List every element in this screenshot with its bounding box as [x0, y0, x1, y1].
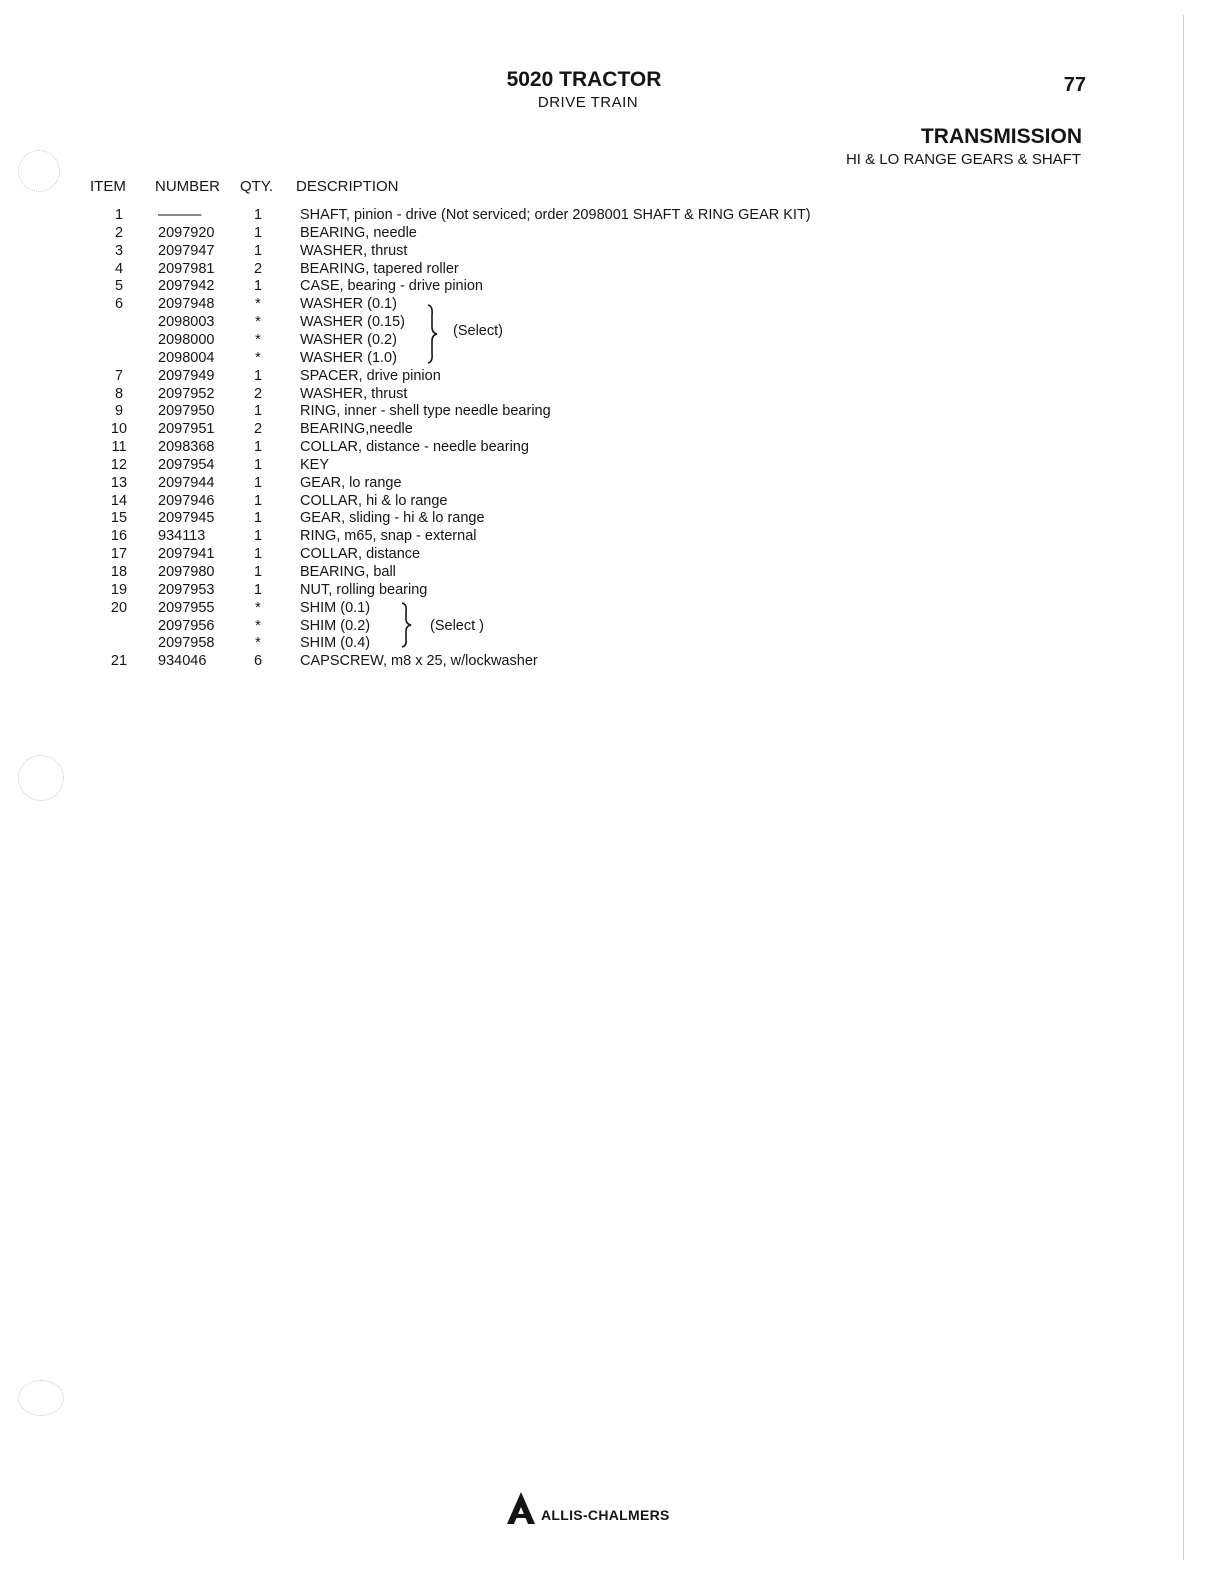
- qty-cell: 1: [253, 224, 263, 241]
- table-row: [0, 296, 1224, 314]
- table-row: [0, 457, 1224, 475]
- table-row: [0, 314, 1224, 332]
- table-row: [0, 403, 1224, 421]
- table-row: [0, 350, 1224, 368]
- description-cell: WASHER, thrust: [300, 242, 408, 259]
- part-number-cell: 2097920: [158, 224, 215, 241]
- page-number: 77: [1063, 74, 1086, 96]
- item-cell: 9: [114, 403, 124, 420]
- table-row: [0, 368, 1224, 386]
- qty-cell: 6: [253, 653, 263, 670]
- part-number-cell: 2097956: [158, 617, 215, 634]
- select-note: (Select): [453, 323, 503, 339]
- part-number-cell: 2097944: [158, 474, 215, 491]
- description-cell: RING, inner - shell type needle bearing: [300, 403, 551, 420]
- table-row: [0, 261, 1224, 279]
- select-brace: [398, 601, 414, 649]
- table-row: [0, 439, 1224, 457]
- select-brace: [424, 303, 440, 365]
- item-cell: 7: [114, 367, 124, 384]
- description-cell: BEARING, tapered roller: [300, 260, 459, 277]
- section-subtitle: HI & LO RANGE GEARS & SHAFT: [845, 151, 1081, 168]
- part-number-cell: 2097951: [158, 421, 215, 438]
- description-cell: SHIM (0.1): [300, 599, 371, 616]
- description-cell: CASE, bearing - drive pinion: [300, 278, 483, 295]
- table-row: [0, 278, 1224, 296]
- part-number-cell: 2097954: [158, 456, 215, 473]
- description-cell: GEAR, sliding - hi & lo range: [300, 510, 485, 527]
- part-number-cell: 2097946: [158, 492, 215, 509]
- footer-brand: ALLIS-CHALMERS: [541, 1507, 670, 1523]
- qty-cell: 1: [253, 242, 263, 259]
- description-cell: SHIM (0.2): [300, 617, 371, 634]
- item-cell: 18: [110, 564, 128, 580]
- description-cell: WASHER (0.1): [300, 296, 397, 313]
- part-number-cell: 934046: [158, 653, 207, 670]
- select-note: (Select ): [430, 618, 484, 634]
- table-row: [0, 243, 1224, 261]
- qty-cell: 1: [253, 510, 263, 527]
- part-number-cell: 2097958: [158, 635, 215, 652]
- qty-cell: 1: [253, 278, 263, 295]
- description-cell: WASHER (0.15): [300, 314, 406, 331]
- table-row: [0, 332, 1224, 350]
- description-cell: WASHER (0.2): [300, 331, 397, 348]
- part-number-cell: 2097942: [158, 278, 215, 295]
- document-title: 5020 TRACTOR: [506, 68, 662, 91]
- table-row: [0, 207, 1224, 225]
- column-header-item: ITEM: [90, 178, 126, 195]
- item-cell: 1: [114, 207, 124, 223]
- qty-cell: *: [255, 296, 261, 313]
- footer-logo: [505, 1490, 670, 1531]
- item-cell: 11: [111, 439, 127, 456]
- table-row: [0, 653, 1224, 671]
- qty-cell: 1: [253, 492, 263, 509]
- allis-chalmers-logo-icon: [505, 1490, 537, 1526]
- item-cell: 3: [114, 242, 124, 259]
- column-header-description: DESCRIPTION: [296, 178, 399, 195]
- qty-cell: *: [255, 331, 261, 348]
- qty-cell: 2: [253, 260, 263, 277]
- item-cell: 20: [110, 599, 128, 616]
- part-number-cell: 2097953: [158, 581, 215, 598]
- table-row: [0, 546, 1224, 564]
- qty-cell: 1: [253, 439, 263, 456]
- item-cell: 19: [110, 581, 128, 598]
- item-cell: 5: [114, 278, 124, 295]
- qty-cell: 1: [253, 564, 263, 580]
- table-row: [0, 564, 1224, 582]
- qty-cell: *: [255, 349, 261, 366]
- section-title: TRANSMISSION: [920, 125, 1082, 148]
- table-row: [0, 475, 1224, 493]
- qty-cell: 1: [253, 581, 263, 598]
- part-number-cell: 2097952: [158, 385, 215, 402]
- part-number-cell: 2097947: [158, 242, 215, 259]
- table-row: [0, 618, 1224, 636]
- qty-cell: 2: [253, 421, 263, 438]
- column-header-qty: QTY.: [240, 178, 274, 195]
- qty-cell: 2: [253, 385, 263, 402]
- table-row: [0, 582, 1224, 600]
- description-cell: BEARING, needle: [300, 224, 417, 241]
- description-cell: COLLAR, distance: [300, 546, 421, 563]
- item-cell: 4: [114, 260, 124, 277]
- item-cell: 21: [110, 653, 128, 670]
- part-number-cell: 2097948: [158, 296, 215, 313]
- qty-cell: 1: [253, 207, 263, 223]
- description-cell: SPACER, drive pinion: [300, 367, 441, 384]
- part-number-cell: 2098004: [158, 349, 215, 366]
- description-cell: KEY: [300, 456, 330, 473]
- item-cell: 17: [110, 546, 128, 563]
- qty-cell: *: [255, 617, 261, 634]
- part-number-cell: 2097955: [158, 599, 215, 616]
- description-cell: RING, m65, snap - external: [300, 528, 477, 545]
- table-row: [0, 386, 1224, 404]
- part-number-cell: 2097949: [158, 367, 215, 384]
- description-cell: GEAR, lo range: [300, 474, 402, 491]
- part-number-cell: 2097980: [158, 564, 215, 580]
- description-cell: COLLAR, hi & lo range: [300, 492, 448, 509]
- part-number-cell: 2098000: [158, 331, 215, 348]
- item-cell: 2: [114, 224, 124, 241]
- description-cell: WASHER (1.0): [300, 349, 397, 366]
- item-cell: 14: [110, 492, 128, 509]
- description-cell: CAPSCREW, m8 x 25, w/lockwasher: [300, 653, 538, 670]
- part-number-cell: 2097945: [158, 510, 215, 527]
- table-row: [0, 421, 1224, 439]
- description-cell: SHIM (0.4): [300, 635, 371, 652]
- part-number-cell: 934113: [158, 528, 206, 545]
- part-number-cell: 2098003: [158, 314, 215, 331]
- description-cell: COLLAR, distance - needle bearing: [300, 439, 529, 456]
- item-cell: 10: [110, 421, 128, 438]
- description-cell: NUT, rolling bearing: [300, 581, 428, 598]
- item-cell: 15: [110, 510, 128, 527]
- part-number-cell: 2097981: [158, 260, 215, 277]
- part-number-cell: 2097950: [158, 403, 215, 420]
- qty-cell: 1: [253, 546, 263, 563]
- qty-cell: 1: [253, 474, 263, 491]
- item-cell: 6: [114, 296, 124, 313]
- description-cell: BEARING, ball: [300, 564, 396, 580]
- qty-cell: 1: [253, 367, 263, 384]
- part-number-cell: 2098368: [158, 439, 215, 456]
- column-header-number: NUMBER: [155, 178, 221, 195]
- table-row: [0, 635, 1224, 653]
- qty-cell: 1: [253, 528, 263, 545]
- qty-cell: *: [255, 314, 261, 331]
- item-cell: 12: [110, 456, 128, 473]
- part-number-cell: ———: [158, 207, 202, 223]
- description-cell: WASHER, thrust: [300, 385, 408, 402]
- description-cell: BEARING,needle: [300, 421, 413, 438]
- qty-cell: *: [255, 635, 261, 652]
- item-cell: 8: [114, 385, 124, 402]
- document-subtitle: DRIVE TRAIN: [537, 94, 639, 111]
- table-row: [0, 493, 1224, 511]
- qty-cell: *: [255, 599, 261, 616]
- qty-cell: 1: [253, 403, 263, 420]
- table-row: [0, 528, 1224, 546]
- item-cell: 13: [110, 474, 128, 491]
- table-row: [0, 225, 1224, 243]
- description-cell: SHAFT, pinion - drive (Not serviced; order 2098001 SHAFT & RING GEAR KIT): [300, 207, 811, 223]
- item-cell: 16: [110, 528, 128, 545]
- part-number-cell: 2097941: [158, 546, 215, 563]
- table-row: [0, 600, 1224, 618]
- table-row: [0, 510, 1224, 528]
- qty-cell: 1: [253, 456, 263, 473]
